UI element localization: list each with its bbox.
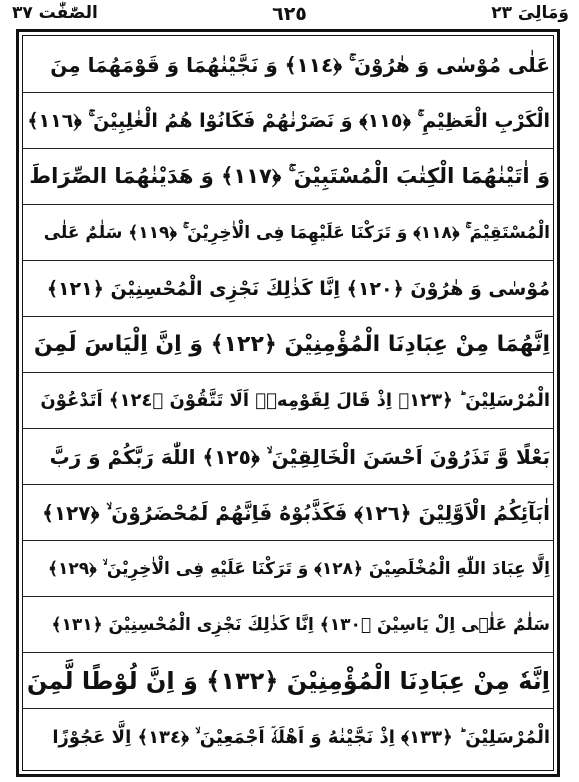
text-line bbox=[22, 597, 554, 653]
page-number: ٦٢٥ bbox=[272, 3, 307, 25]
page-header bbox=[0, 0, 579, 28]
quran-text-block bbox=[22, 37, 554, 773]
text-line bbox=[22, 373, 554, 429]
text-line bbox=[22, 429, 554, 485]
line-text: اِلَّا عِبَادَ اللّٰهِ الْمُخْلَصِیْنَ ﴿١٢٨﴾ وَ تَرَكْنَا عَلَیْهِ فِی الْاٰخِرِیْنَ ۙ ﴿١٢٩﴾ bbox=[48, 559, 550, 579]
line-text: الْمُرْسَلِیْنَ ؕ ﴿١٣٣﴾ اِذْ نَجَّیْنٰهُ وَ اَهْلَهٗۤ اَجْمَعِیْنَ ۙ ﴿١٣٤﴾ اِلَّا عَجُوْزًا bbox=[52, 726, 550, 748]
text-line bbox=[22, 149, 554, 205]
text-line bbox=[22, 709, 554, 765]
text-line bbox=[22, 37, 554, 93]
text-line bbox=[22, 261, 554, 317]
text-line bbox=[22, 485, 554, 541]
text-line bbox=[22, 317, 554, 373]
line-text: مُوْسٰی وَ هٰرُوْنَ ﴿١٢٠﴾ اِنَّا كَذٰلِكَ نَجْزِی الْمُحْسِنِیْنَ ﴿١٢١﴾ bbox=[46, 277, 550, 300]
text-line bbox=[22, 93, 554, 149]
line-text: الْكَرْبِ الْعَظِیْمِ ۚ ﴿١١٥﴾ وَ نَصَرْنٰهُمْ فَكَانُوْا هُمُ الْغٰلِبِیْنَ ۚ ﴿١١٦﴾ bbox=[27, 109, 550, 132]
line-text: عَلٰی مُوْسٰی وَ هٰرُوْنَ ۚ ﴿١١٤﴾ وَ نَجَّیْنٰهُمَا وَ قَوْمَهُمَا مِنَ bbox=[50, 52, 550, 77]
juz-label: وَمَالِیَ ٢٣ bbox=[491, 3, 569, 23]
line-text: اٰبَآئِكُمُ الْاَوَّلِیْنَ ﴿١٢٦﴾ فَكَذَّبُوْهُ فَاِنَّهُمْ لَمُحْضَرُوْنَ ۙ ﴿١٢٧﴾ bbox=[42, 500, 550, 525]
surah-name: الصّٰفّٰت ٣٧ bbox=[12, 3, 98, 23]
line-text: وَ اٰتَیْنٰهُمَا الْكِتٰبَ الْمُسْتَبِیْنَ ۚ ﴿١١٧﴾ وَ هَدَیْنٰهُمَا الصِّرَاطَ bbox=[29, 164, 550, 188]
text-line bbox=[22, 205, 554, 261]
text-line bbox=[22, 541, 554, 597]
line-text: الْمُرْسَلِیْنَ ؕ ﴿١٢٣﴾ اِذْ قَالَ لِقَوْمِهٖۤ اَلَا تَتَّقُوْنَ ﴿١٢٤﴾ اَتَدْعُوْنَ bbox=[40, 390, 550, 411]
line-text: الْمُسْتَقِیْمَ ۚ ﴿١١٨﴾ وَ تَرَكْنَا عَلَیْهِمَا فِی الْاٰخِرِیْنَ ۚ ﴿١١٩﴾ سَلٰمٌ عَلٰی bbox=[43, 223, 550, 243]
line-text: اِنَّهُمَا مِنْ عِبَادِنَا الْمُؤْمِنِیْنَ ﴿١٢٢﴾ وَ اِنَّ اِلْیَاسَ لَمِنَ bbox=[33, 332, 550, 357]
line-text: بَعْلًا وَّ تَذَرُوْنَ اَحْسَنَ الْخَالِقِیْنَ ۙ ﴿١٢٥﴾ اللّٰهَ رَبَّكُمْ وَ رَبَّ bbox=[49, 444, 550, 469]
line-text: سَلٰمٌ عَلٰۤی اِلْ یَاسِیْنَ ﴿١٣٠﴾ اِنَّا كَذٰلِكَ نَجْزِی الْمُحْسِنِیْنَ ﴿١٣١﴾ bbox=[51, 615, 550, 635]
text-line bbox=[22, 653, 554, 709]
line-text: اِنَّهٗ مِنْ عِبَادِنَا الْمُؤْمِنِیْنَ ﴿١٣٢﴾ وَ اِنَّ لُوْطًا لَّمِنَ bbox=[26, 666, 550, 695]
